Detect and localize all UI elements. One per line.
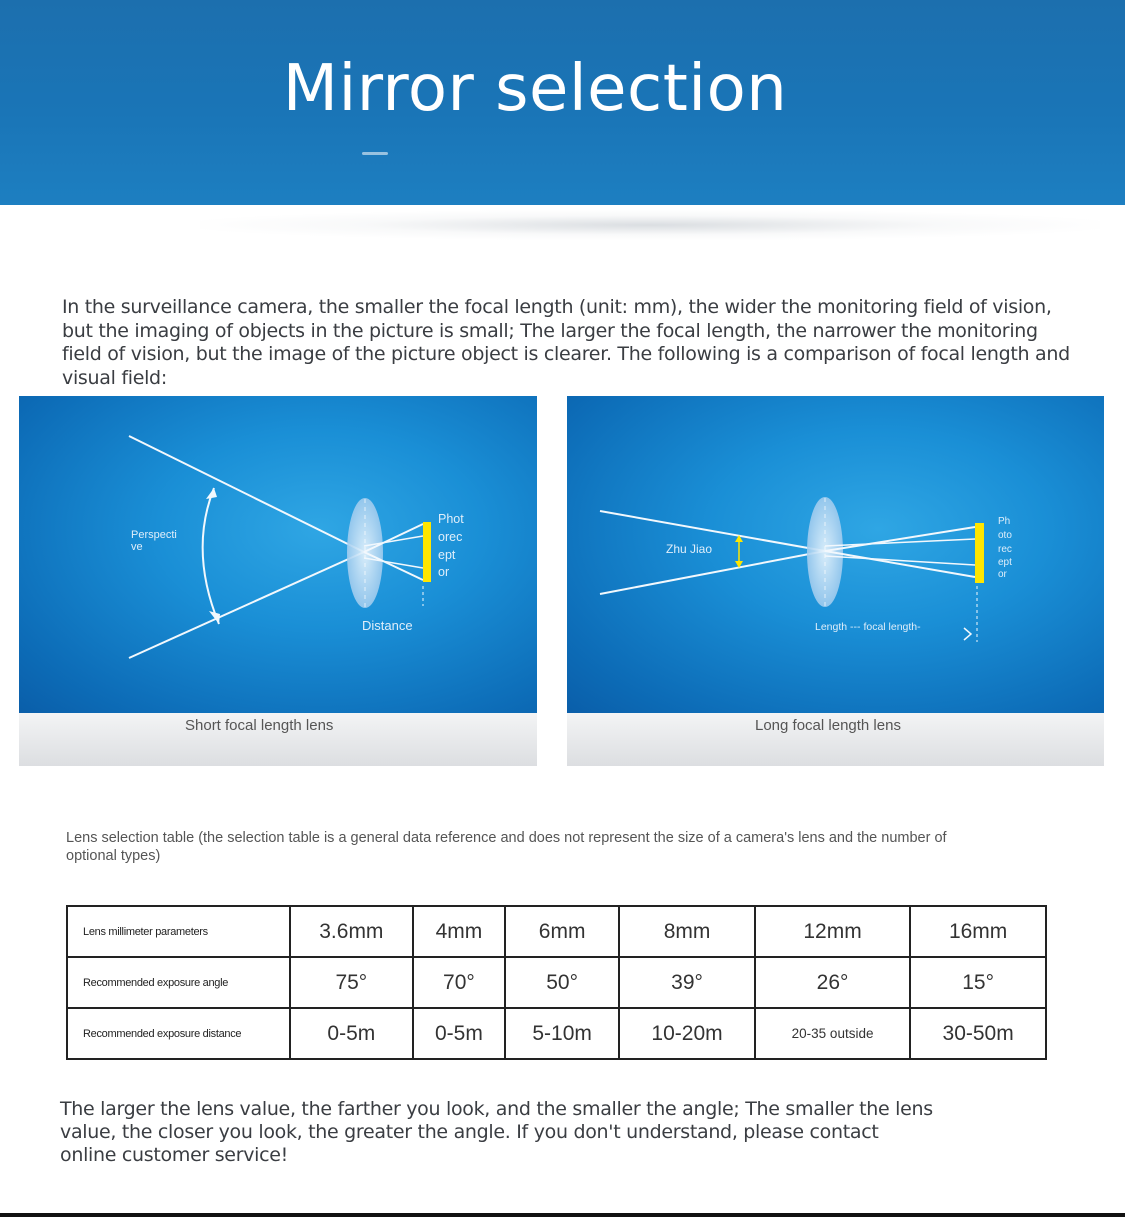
arrow-top-icon	[206, 488, 217, 499]
photoreceptor-label-line: ept	[438, 548, 456, 562]
table-cell: 26°	[755, 957, 910, 1008]
short-focal-svg	[19, 396, 537, 713]
title-underline	[362, 152, 388, 155]
table-cell: 5-10m	[505, 1008, 619, 1059]
perspective-label: Perspecti	[131, 529, 177, 541]
table-row	[67, 906, 1046, 957]
table-cell: 6mm	[505, 906, 619, 957]
photoreceptor-bar	[975, 523, 984, 583]
short-focal-caption: Short focal length lens	[185, 717, 334, 734]
table-cell: 15°	[910, 957, 1046, 1008]
table-cell: 20-35 outside	[755, 1008, 910, 1059]
row-header: Lens millimeter parameters	[67, 906, 290, 957]
angle-label: Zhu Jiao	[666, 542, 713, 556]
photoreceptor-label-line: ept	[998, 557, 1012, 568]
photoreceptor-label-line: orec	[438, 530, 463, 544]
table-cell: 75°	[290, 957, 413, 1008]
long-focal-panel	[567, 396, 1104, 766]
photoreceptor-label-line: oto	[998, 530, 1012, 541]
angle-arc	[203, 488, 219, 624]
table-cell: 39°	[619, 957, 755, 1008]
long-focal-svg	[567, 396, 1104, 713]
table-row	[67, 1008, 1046, 1059]
short-focal-panel	[19, 396, 537, 766]
table-row	[67, 957, 1046, 1008]
row-header: Recommended exposure distance	[67, 1008, 290, 1059]
length-label: Length --- focal length-	[815, 621, 921, 633]
header-shadow	[200, 210, 1100, 240]
table-cell: 50°	[505, 957, 619, 1008]
distance-label: Distance	[362, 618, 413, 633]
table-cell: 16mm	[910, 906, 1046, 957]
table-cell: 30-50m	[910, 1008, 1046, 1059]
footer-paragraph: The larger the lens value, the farther you look, and the smaller the angle; The smaller the lens value, the closer you look, the greater the angle. If you don't understand, please contact online customer service!	[60, 1098, 933, 1166]
photoreceptor-label-line: or	[998, 569, 1007, 580]
table-cell: 3.6mm	[290, 906, 413, 957]
perspective-label-2: ve	[131, 541, 143, 553]
intro-paragraph: In the surveillance camera, the smaller the focal length (unit: mm), the wider the monitoring field of vision, but the imaging of objects in the picture is small; The larger the focal length, the narrower the monitoring field of vision, but the image of the picture object is clearer. The following is a comparison of focal length and visual field:	[62, 296, 1070, 389]
long-focal-caption: Long focal length lens	[755, 717, 901, 734]
photoreceptor-label-line: Ph	[998, 516, 1011, 527]
table-cell: 0-5m	[290, 1008, 413, 1059]
page-title: Mirror selection	[282, 52, 788, 126]
chevron-right-icon	[964, 628, 971, 640]
bottom-border	[0, 1213, 1125, 1217]
photoreceptor-label-line: rec	[998, 544, 1012, 555]
table-cell: 12mm	[755, 906, 910, 957]
header-banner	[0, 0, 1125, 205]
view-ray-bottom	[600, 551, 825, 594]
table-cell: 0-5m	[413, 1008, 505, 1059]
view-ray-bottom	[129, 552, 364, 658]
table-cell: 8mm	[619, 906, 755, 957]
photoreceptor-label-line: or	[438, 565, 450, 579]
long-focal-diagram	[567, 396, 1104, 713]
row-header: Recommended exposure angle	[67, 957, 290, 1008]
view-ray-top	[600, 511, 825, 551]
lens-selection-table	[66, 905, 1047, 1060]
photoreceptor-label-line: Phot	[438, 512, 464, 526]
table-cell: 70°	[413, 957, 505, 1008]
table-cell: 10-20m	[619, 1008, 755, 1059]
table-cell: 4mm	[413, 906, 505, 957]
photoreceptor-bar	[423, 522, 431, 582]
short-focal-diagram	[19, 396, 537, 713]
table-note: Lens selection table (the selection table is a general data reference and does not represent the size of a camera's lens and the number of optional types)	[66, 830, 947, 864]
